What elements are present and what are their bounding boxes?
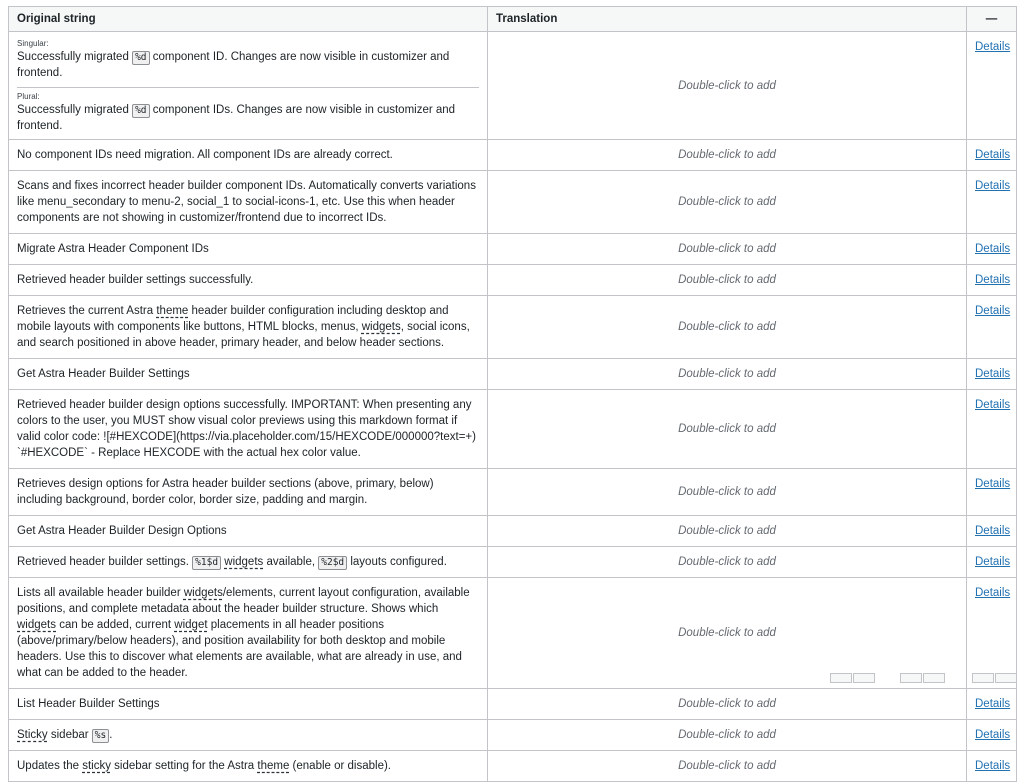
text-fragment: (enable or disable). [292, 760, 391, 772]
details-link[interactable]: Details [975, 729, 1011, 741]
text-fragment: Retrieved header builder settings. [17, 556, 189, 568]
placeholder-token: %1$d [192, 556, 221, 570]
table-row[interactable] [9, 547, 1017, 578]
glossary-term[interactable]: widgets [183, 587, 223, 599]
text-fragment: sidebar setting for the Astra [114, 760, 255, 772]
details-link[interactable]: Details [975, 305, 1011, 317]
actions-cell [967, 751, 1017, 782]
actions-cell [967, 689, 1017, 720]
pagination-next-button[interactable] [972, 673, 994, 683]
glossary-term[interactable]: theme [257, 760, 290, 772]
actions-cell [967, 578, 1017, 689]
translation-cell[interactable]: Double-click to add [488, 296, 967, 359]
table-row[interactable] [9, 359, 1017, 390]
details-link[interactable]: Details [975, 698, 1011, 710]
plural-text-a: Successfully migrated [17, 104, 129, 116]
glossary-term[interactable]: sticky [82, 760, 111, 772]
translation-cell[interactable]: Double-click to add [488, 751, 967, 782]
translation-cell[interactable]: Double-click to add [488, 720, 967, 751]
table-row[interactable] [9, 751, 1017, 782]
original-string-cell [9, 296, 488, 359]
glossary-term[interactable]: widgets [361, 321, 401, 333]
text-fragment: Retrieves the current Astra [17, 305, 154, 317]
table-header-row [9, 7, 1017, 32]
original-string-cell [9, 751, 488, 782]
translation-cell[interactable]: Double-click to add [488, 234, 967, 265]
text-fragment: available, [266, 556, 316, 568]
details-link[interactable]: Details [975, 525, 1011, 537]
original-string-header[interactable]: Original string [9, 7, 488, 32]
details-link[interactable]: Details [975, 399, 1011, 411]
placeholder-token: %d [132, 104, 149, 118]
plural-text-b: component IDs. Changes are now visible in customizer and frontend. [17, 104, 456, 132]
text-fragment: sidebar [50, 729, 89, 741]
singular-text-b: component ID. Changes are now visible in customizer and frontend. [17, 51, 450, 79]
details-link[interactable]: Details [975, 587, 1011, 599]
placeholder-token: %s [92, 729, 109, 743]
actions-cell [967, 171, 1017, 234]
translation-table [8, 6, 1017, 782]
placeholder-token: %2$d [318, 556, 347, 570]
table-row[interactable] [9, 689, 1017, 720]
plural-label: Plural: [17, 92, 40, 101]
translation-cell[interactable]: Double-click to add [488, 469, 967, 516]
original-string-cell: No component IDs need migration. All component IDs are already correct. [9, 140, 488, 171]
translation-table-wrap [8, 6, 1016, 782]
original-string-cell [9, 578, 488, 689]
details-link[interactable]: Details [975, 478, 1011, 490]
original-string-cell: Retrieved header builder design options successfully. IMPORTANT: When presenting any colors to the user, you MUST show visual color previews using this markdown format if valid color code: ![#HEXCODE](https://via.placeholder.com/15/HEXCODE/000000?text=+) `#HEXCODE` - Replace HEXCODE with the actual hex color value. [9, 390, 488, 469]
original-string-cell: Scans and fixes incorrect header builder component IDs. Automatically converts variations like menu_secondary to menu-2, social_1 to social-icons-1, etc. Use this when header components are not showing in customizer/frontend due to incorrect IDs. [9, 171, 488, 234]
details-link[interactable]: Details [975, 180, 1011, 192]
actions-cell [967, 140, 1017, 171]
pagination-first-button[interactable] [830, 673, 852, 683]
original-string-cell: Get Astra Header Builder Settings [9, 359, 488, 390]
singular-text-a: Successfully migrated [17, 51, 129, 63]
actions-cell [967, 234, 1017, 265]
table-row[interactable] [9, 578, 1017, 689]
original-string-cell: Retrieves design options for Astra header builder sections (above, primary, below) including background, border color, border size, padding and margin. [9, 469, 488, 516]
glossary-term[interactable]: widgets [224, 556, 264, 568]
glossary-term[interactable]: theme [156, 305, 189, 317]
plural-divider [17, 87, 479, 88]
table-row[interactable] [9, 390, 1017, 469]
text-fragment: header builder configuration including desktop and mobile layouts with components like buttons, HTML blocks, menus, [17, 305, 449, 333]
details-link[interactable]: Details [975, 556, 1011, 568]
pagination-page-button[interactable] [923, 673, 945, 683]
translation-cell[interactable]: Double-click to add [488, 516, 967, 547]
original-string-cell: Get Astra Header Builder Design Options [9, 516, 488, 547]
pagination-page-button[interactable] [900, 673, 922, 683]
translation-cell[interactable]: Double-click to add [488, 390, 967, 469]
actions-cell [967, 469, 1017, 516]
text-fragment: layouts configured. [350, 556, 447, 568]
text-fragment: /elements, current layout configuration, available positions, and complete metadata about the header builder structure. Shows which [17, 587, 470, 615]
details-link[interactable]: Details [975, 149, 1011, 161]
actions-cell [967, 265, 1017, 296]
translation-cell[interactable]: Double-click to add [488, 359, 967, 390]
actions-cell [967, 390, 1017, 469]
translation-cell[interactable]: Double-click to add [488, 578, 967, 689]
original-string-cell [9, 547, 488, 578]
details-link[interactable]: Details [975, 368, 1011, 380]
actions-cell [967, 359, 1017, 390]
original-string-cell: Migrate Astra Header Component IDs [9, 234, 488, 265]
details-link[interactable]: Details [975, 41, 1011, 53]
translation-cell[interactable]: Double-click to add [488, 171, 967, 234]
original-string-cell [9, 32, 488, 140]
actions-cell [967, 296, 1017, 359]
details-link[interactable]: Details [975, 243, 1011, 255]
actions-header: — [967, 7, 1017, 32]
details-link[interactable]: Details [975, 760, 1011, 772]
translation-cell[interactable]: Double-click to add [488, 689, 967, 720]
glossary-term[interactable]: widgets [17, 619, 56, 631]
original-string-cell: List Header Builder Settings [9, 689, 488, 720]
translation-header[interactable]: Translation [488, 7, 967, 32]
actions-cell [967, 720, 1017, 751]
details-link[interactable]: Details [975, 274, 1011, 286]
table-row[interactable] [9, 516, 1017, 547]
table-row[interactable] [9, 265, 1017, 296]
pagination-prev-button[interactable] [853, 673, 875, 683]
text-fragment: , social icons, and search positioned in above header, primary header, and below header sections. [17, 321, 470, 349]
pagination-last-button[interactable] [995, 673, 1017, 683]
original-string-cell: Retrieved header builder settings successfully. [9, 265, 488, 296]
text-fragment: Updates the [17, 760, 80, 772]
translation-cell[interactable]: Double-click to add [488, 32, 967, 140]
table-row[interactable] [9, 140, 1017, 171]
translation-cell[interactable]: Double-click to add [488, 547, 967, 578]
table-row[interactable] [9, 171, 1017, 234]
table-row[interactable] [9, 469, 1017, 516]
text-fragment: . [109, 729, 113, 741]
singular-label: Singular: [17, 39, 49, 48]
table-row[interactable] [9, 234, 1017, 265]
table-row[interactable] [9, 720, 1017, 751]
translation-cell[interactable]: Double-click to add [488, 265, 967, 296]
text-fragment: can be added, current [59, 619, 172, 631]
text-fragment: placements in all header positions (above/primary/below headers), and position availability for both desktop and mobile headers. Use this to discover what elements are available, what are already in use, and what can be added to the header. [17, 619, 462, 679]
actions-cell [967, 547, 1017, 578]
glossary-term[interactable]: widget [174, 619, 208, 631]
glossary-term[interactable]: Sticky [17, 729, 48, 741]
translation-cell[interactable]: Double-click to add [488, 140, 967, 171]
original-string-cell [9, 720, 488, 751]
table-row[interactable] [9, 296, 1017, 359]
table-row[interactable] [9, 32, 1017, 140]
placeholder-token: %d [132, 51, 149, 65]
actions-cell [967, 516, 1017, 547]
text-fragment: Lists all available header builder [17, 587, 181, 599]
actions-cell [967, 32, 1017, 140]
